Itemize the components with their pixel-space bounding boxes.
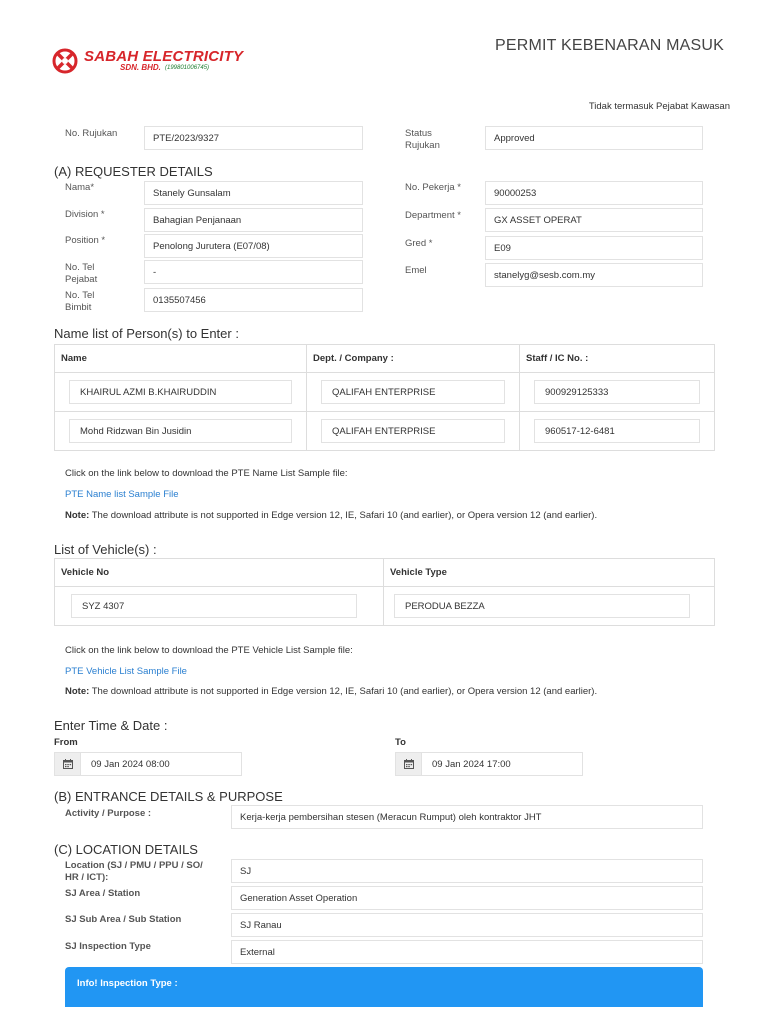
gred-label: Gred * xyxy=(405,238,433,249)
names-table-header xyxy=(55,345,715,373)
vehicle-type-field[interactable]: PERODUA BEZZA xyxy=(394,594,690,618)
entrance-section-title: (B) ENTRANCE DETAILS & PURPOSE xyxy=(54,789,283,804)
calendar-icon[interactable] xyxy=(55,753,81,775)
inspection-info-text: Info! Inspection Type : xyxy=(77,978,178,989)
vehicles-header-type: Vehicle Type xyxy=(384,559,715,587)
time-section-title: Enter Time & Date : xyxy=(54,718,168,733)
sabah-electricity-logo-icon xyxy=(52,48,78,74)
no-rujukan-field[interactable]: PTE/2023/9327 xyxy=(144,126,363,150)
department-field[interactable]: GX ASSET OPERAT xyxy=(485,208,703,232)
pekerja-label: No. Pekerja * xyxy=(405,182,461,193)
position-field[interactable]: Penolong Jurutera (E07/08) xyxy=(144,234,363,258)
names-header-name: Name xyxy=(55,345,307,373)
names-header-staff: Staff / IC No. : xyxy=(520,345,715,373)
nama-field[interactable]: Stanely Gunsalam xyxy=(144,181,363,205)
activity-field[interactable]: Kerja-kerja pembersihan stesen (Meracun Rumput) oleh kontraktor JHT xyxy=(231,805,703,829)
inspection-label: SJ Inspection Type xyxy=(65,941,151,952)
vehicles-download-text: Click on the link below to download the PTE Vehicle List Sample file: xyxy=(65,645,353,656)
names-sample-link[interactable]: PTE Name list Sample File xyxy=(65,489,179,500)
subarea-label: SJ Sub Area / Sub Station xyxy=(65,914,182,925)
names-note-label: Note: xyxy=(65,510,90,521)
vehicles-header-no: Vehicle No xyxy=(55,559,384,587)
scope-note: Tidak termasuk Pejabat Kawasan xyxy=(588,101,730,112)
area-field[interactable]: Generation Asset Operation xyxy=(231,886,703,910)
vehicles-table-header xyxy=(55,559,715,587)
vehicles-note xyxy=(65,686,597,697)
requester-section-title: (A) REQUESTER DETAILS xyxy=(54,164,213,179)
division-label: Division * xyxy=(65,209,105,220)
from-date-value: 09 Jan 2024 08:00 xyxy=(91,758,170,770)
person-name-field[interactable]: KHAIRUL AZMI B.KHAIRUDDIN xyxy=(69,380,292,404)
table-row xyxy=(55,412,715,451)
vehicles-table xyxy=(54,558,715,626)
vehicles-sample-link[interactable]: PTE Vehicle List Sample File xyxy=(65,666,187,677)
logo-reg: (199801006745) xyxy=(165,65,210,71)
nama-label: Nama* xyxy=(65,182,95,193)
names-note-text: The download attribute is not supported in Edge version 12, IE, Safari 10 (and earlier), or Opera version 12 (and earlier). xyxy=(91,510,598,521)
pekerja-field[interactable]: 90000253 xyxy=(485,181,703,205)
tel-bimbit-field[interactable]: 0135507456 xyxy=(144,288,363,312)
person-staff-field[interactable]: 900929125333 xyxy=(534,380,700,404)
tel-pejabat-field[interactable]: - xyxy=(144,260,363,284)
location-section-title: (C) LOCATION DETAILS xyxy=(54,842,198,857)
inspection-field[interactable]: External xyxy=(231,940,703,964)
person-dept-field[interactable]: QALIFAH ENTERPRISE xyxy=(321,380,505,404)
position-label: Position * xyxy=(65,235,106,246)
from-label: From xyxy=(54,737,78,748)
names-section-title: Name list of Person(s) to Enter : xyxy=(54,326,239,341)
to-label: To xyxy=(395,737,406,748)
logo-name: SABAH ELECTRICITY xyxy=(84,48,244,65)
emel-field[interactable]: stanelyg@sesb.com.my xyxy=(485,263,703,287)
names-header-dept: Dept. / Company : xyxy=(307,345,520,373)
no-rujukan-label: No. Rujukan xyxy=(65,128,118,139)
names-download-text: Click on the link below to download the PTE Name List Sample file: xyxy=(65,468,348,479)
gred-field[interactable]: E09 xyxy=(485,236,703,260)
page-title: PERMIT KEBENARAN MASUK xyxy=(494,37,724,54)
to-date-value: 09 Jan 2024 17:00 xyxy=(432,758,511,770)
inspection-info-box xyxy=(65,967,703,1007)
logo-sub: SDN. BHD. xyxy=(120,63,161,72)
subarea-field[interactable]: SJ Ranau xyxy=(231,913,703,937)
status-rujukan-field[interactable]: Approved xyxy=(485,126,703,150)
table-row xyxy=(55,373,715,412)
table-row xyxy=(55,587,715,626)
person-name-field[interactable]: Mohd Ridzwan Bin Jusidin xyxy=(69,419,292,443)
names-table xyxy=(54,344,715,451)
division-field[interactable]: Bahagian Penjanaan xyxy=(144,208,363,232)
department-label: Department * xyxy=(405,210,461,221)
from-date-field[interactable] xyxy=(54,752,242,776)
status-rujukan-label: Status Rujukan xyxy=(405,128,440,151)
activity-label: Activity / Purpose : xyxy=(65,808,152,819)
to-date-field[interactable] xyxy=(395,752,583,776)
tel-pejabat-label: No. Tel Pejabat xyxy=(65,262,98,285)
vehicles-section-title: List of Vehicle(s) : xyxy=(54,542,157,557)
names-note xyxy=(65,510,597,521)
area-label: SJ Area / Station xyxy=(65,888,141,899)
person-staff-field[interactable]: 960517-12-6481 xyxy=(534,419,700,443)
location-label: Location (SJ / PMU / PPU / SO/ HR / ICT): xyxy=(65,860,203,883)
person-dept-field[interactable]: QALIFAH ENTERPRISE xyxy=(321,419,505,443)
vehicle-no-field[interactable]: SYZ 4307 xyxy=(71,594,357,618)
location-field[interactable]: SJ xyxy=(231,859,703,883)
vehicles-note-text: The download attribute is not supported in Edge version 12, IE, Safari 10 (and earlier), or Opera version 12 (and earlier). xyxy=(91,686,598,697)
tel-bimbit-label: No. Tel Bimbit xyxy=(65,290,95,313)
vehicles-note-label: Note: xyxy=(65,686,90,697)
emel-label: Emel xyxy=(405,265,427,276)
calendar-icon[interactable] xyxy=(396,753,422,775)
